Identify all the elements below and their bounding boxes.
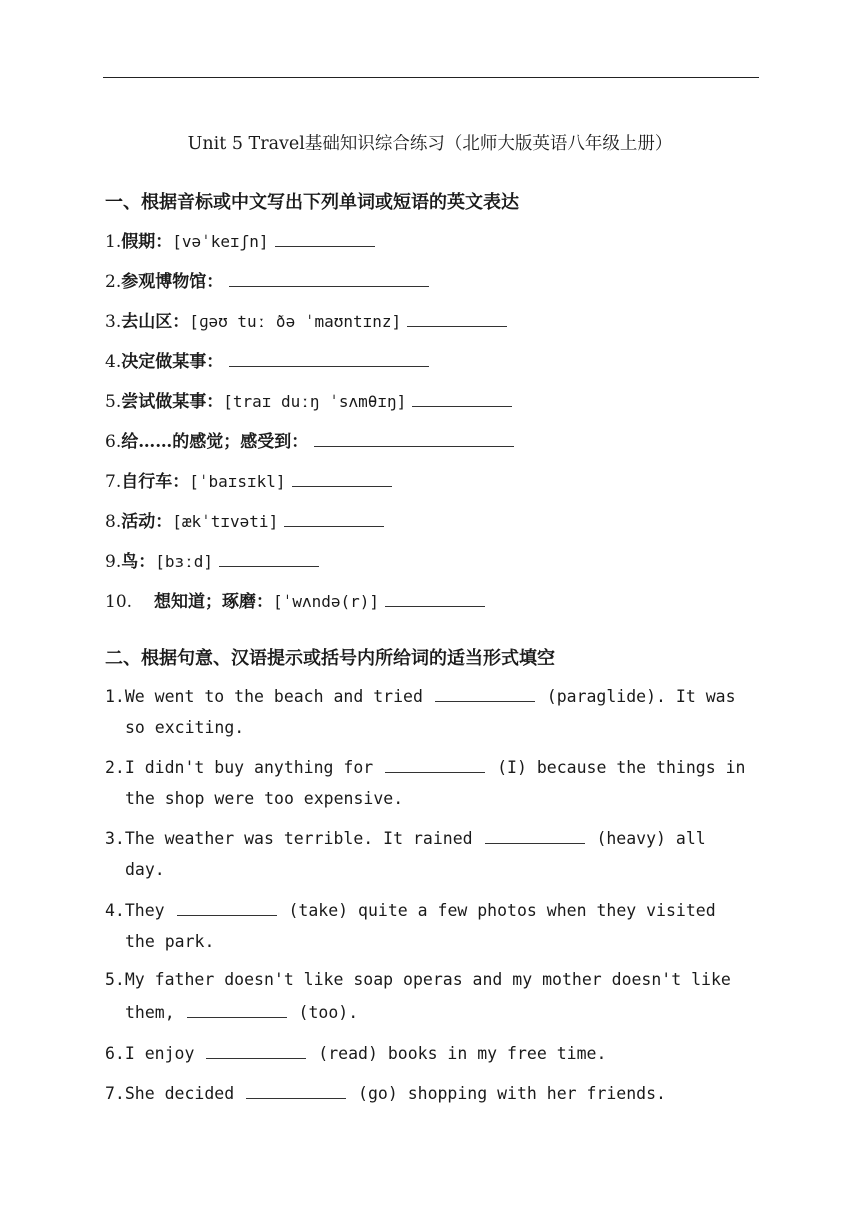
item-text: We went to the beach and tried [124, 687, 423, 706]
item-number: 2. [105, 758, 125, 777]
section-heading-2: 二、根据句意、汉语提示或括号内所给词的适当形式填空 [105, 648, 555, 669]
item-prompt: 鸟： [121, 552, 156, 572]
answer-blank[interactable] [219, 550, 319, 567]
answer-blank[interactable] [206, 1044, 306, 1059]
fill-item [105, 901, 716, 950]
phonetic: [traɪ duːŋ ˈsʌmθɪŋ] [223, 392, 407, 411]
item-number: 10. [105, 592, 133, 612]
item-text: (I) because the things in [497, 758, 746, 777]
fill-item [105, 972, 731, 1021]
fill-item [105, 1084, 666, 1103]
item-text: She decided [124, 1084, 235, 1103]
answer-blank[interactable] [385, 758, 485, 773]
item-text: I enjoy [124, 1044, 195, 1063]
answer-blank[interactable] [284, 510, 384, 527]
item-number: 5. [105, 970, 125, 989]
header-rule [103, 77, 759, 78]
item-prompt: 假期： [121, 232, 173, 252]
item-number: 7. [105, 472, 122, 492]
answer-blank[interactable] [229, 350, 429, 367]
item-number: 3. [105, 829, 125, 848]
answer-blank[interactable] [292, 470, 392, 487]
phonetic: [ˈbaɪsɪkl] [189, 472, 286, 491]
phonetic: [vəˈkeɪʃn] [172, 232, 269, 251]
answer-blank[interactable] [187, 1003, 287, 1018]
answer-blank[interactable] [435, 687, 535, 702]
item-text: (take) quite a few photos when they visited [288, 901, 716, 920]
item-prompt: 活动： [121, 512, 173, 532]
vocab-item [105, 350, 429, 371]
fill-item [105, 829, 706, 878]
phonetic: [ˈwʌndə(r)] [273, 592, 380, 611]
phonetic: [bɜːd] [155, 552, 214, 571]
item-text: (heavy) all [596, 829, 706, 848]
item-text: day. [125, 859, 165, 879]
item-number: 7. [105, 1084, 125, 1103]
fill-item [105, 1044, 606, 1063]
item-prompt: 想知道；琢磨： [154, 592, 274, 612]
item-number: 9. [105, 552, 122, 572]
item-prompt: 给……的感觉；感受到： [121, 432, 309, 452]
item-text: They [124, 901, 165, 920]
item-text: (go) shopping with her friends. [358, 1084, 666, 1103]
item-number: 4. [105, 901, 125, 920]
item-number: 5. [105, 392, 122, 412]
fill-item [105, 758, 745, 807]
item-text: them, [125, 1002, 175, 1022]
answer-blank[interactable] [246, 1084, 346, 1099]
item-continuation [105, 1003, 731, 1022]
item-text: the shop were too expensive. [125, 788, 404, 808]
item-text: The weather was terrible. It rained [124, 829, 473, 848]
item-text: I didn't buy anything for [124, 758, 374, 777]
item-number: 6. [105, 432, 122, 452]
phonetic: [ɡəʊ tuː ðə ˈmaʊntɪnz] [189, 312, 402, 331]
item-number: 8. [105, 512, 122, 532]
vocab-item [105, 310, 507, 331]
item-text: the park. [125, 931, 215, 951]
item-number: 2. [105, 272, 122, 292]
answer-blank[interactable] [385, 590, 485, 607]
item-number: 6. [105, 1044, 125, 1063]
vocab-item [105, 230, 375, 251]
item-number: 1. [105, 687, 125, 706]
item-prompt: 尝试做某事： [121, 392, 224, 412]
item-number: 4. [105, 352, 122, 372]
answer-blank[interactable] [407, 310, 507, 327]
vocab-item [105, 510, 384, 531]
item-prompt: 参观博物馆： [121, 272, 224, 292]
phonetic: [ækˈtɪvəti] [172, 512, 279, 531]
fill-item [105, 687, 736, 736]
vocab-item [105, 550, 319, 571]
vocab-item [105, 590, 485, 611]
item-text: (paraglide). It was [546, 687, 736, 706]
answer-blank[interactable] [412, 390, 512, 407]
vocab-item [105, 470, 392, 491]
item-text: so exciting. [125, 717, 245, 737]
answer-blank[interactable] [229, 270, 429, 287]
item-prompt: 自行车： [121, 472, 190, 492]
answer-blank[interactable] [177, 901, 277, 916]
item-text: (read) books in my free time. [318, 1044, 607, 1063]
item-text: (too). [298, 1002, 359, 1022]
item-prompt: 去山区： [121, 312, 190, 332]
vocab-item [105, 430, 514, 451]
section-heading-1: 一、根据音标或中文写出下列单词或短语的英文表达 [105, 192, 519, 213]
answer-blank[interactable] [314, 430, 514, 447]
vocab-item [105, 270, 429, 291]
page-title: Unit 5 Travel基础知识综合练习（北师大版英语八年级上册） [187, 134, 673, 154]
vocab-item [105, 390, 512, 411]
item-prompt: 决定做某事： [121, 352, 224, 372]
answer-blank[interactable] [275, 230, 375, 247]
item-number: 1. [105, 232, 122, 252]
item-number: 3. [105, 312, 122, 332]
answer-blank[interactable] [485, 829, 585, 844]
item-text: My father doesn't like soap operas and my mother doesn't like [124, 970, 731, 989]
